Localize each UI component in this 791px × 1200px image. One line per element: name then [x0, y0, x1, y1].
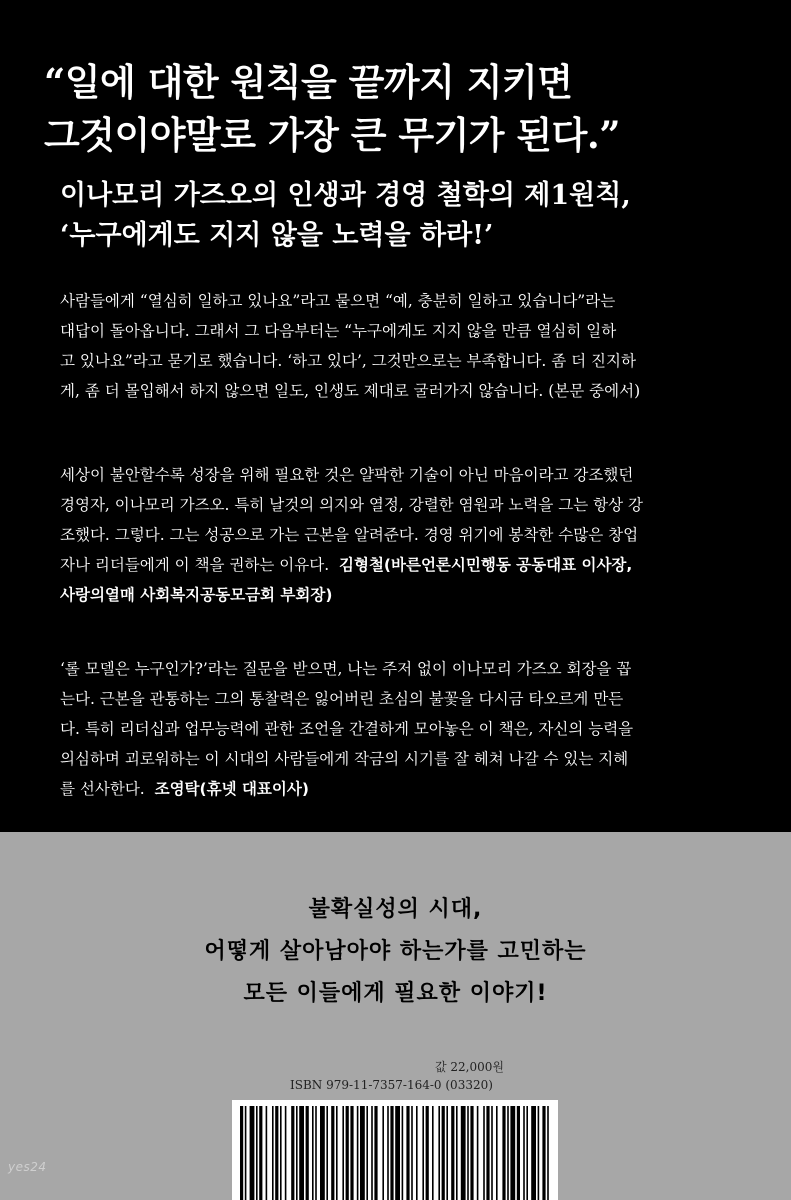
- barcode-bar: [422, 1106, 424, 1200]
- book-excerpt: [60, 286, 750, 406]
- barcode-bar: [531, 1106, 536, 1200]
- barcode-bar: [374, 1106, 377, 1200]
- barcode-bar: [357, 1106, 359, 1200]
- barcode-bar: [502, 1106, 505, 1200]
- barcode-bar: [256, 1106, 258, 1200]
- barcode-bar: [442, 1106, 445, 1200]
- endorsement-line: 경영자, 이나모리 가즈오. 특히 날것의 의지와 열정, 강렬한 염원과 노력을 그는 항상 강: [60, 496, 643, 514]
- barcode-bar: [299, 1106, 304, 1200]
- barcode-bar: [366, 1106, 368, 1200]
- barcode-bar: [395, 1106, 400, 1200]
- endorsement-line: 조했다. 그렇다. 그는 성공으로 가는 근본을 알려준다. 경영 위기에 봉착한 수많은 창업: [60, 526, 639, 544]
- barcode-bar: [387, 1106, 389, 1200]
- barcode-bar: [250, 1106, 255, 1200]
- barcode-bar: [523, 1106, 525, 1200]
- price-label: 값 22,000원: [435, 1060, 504, 1074]
- endorsement-line: 다. 특히 리더십과 업무능력에 관한 조언을 간결하게 모아놓은 이 책은, 자신의 능력을: [60, 720, 634, 738]
- barcode-bar: [526, 1106, 528, 1200]
- barcode-bar: [320, 1106, 325, 1200]
- barcode-bar: [483, 1106, 485, 1200]
- barcode-bar: [336, 1106, 338, 1200]
- barcode-bar: [291, 1106, 294, 1200]
- barcode-bar: [542, 1106, 545, 1200]
- excerpt-line: 게, 좀 더 몰입해서 하지 않으면 일도, 인생도 제대로 굴러가지 않습니다. (본문 중에서): [60, 382, 641, 400]
- endorser-signature-cont: 사랑의열매 사회복지공동모금회 부회장): [60, 586, 333, 604]
- watermark: yes24: [8, 1160, 47, 1174]
- barcode-bar: [438, 1106, 440, 1200]
- endorsement-line: [60, 550, 750, 580]
- barcode-bar: [382, 1106, 384, 1200]
- tagline: [0, 889, 791, 1015]
- barcode-bar: [406, 1106, 409, 1200]
- barcode-bar: [280, 1106, 282, 1200]
- barcode-bar: [306, 1106, 309, 1200]
- barcode-bar: [315, 1106, 317, 1200]
- endorsement-line: ‘롤 모델은 누구인가?’라는 질문을 받으면, 나는 주저 없이 이나모리 가즈오 회장을 꼽: [60, 660, 632, 678]
- cover-gray-panel: [0, 832, 791, 1200]
- barcode-bar: [346, 1106, 349, 1200]
- excerpt-line: 고 있나요”라고 묻기로 했습니다. ‘하고 있다’, 그것만으로는 부족합니다. 좀 더 진지하: [60, 352, 636, 370]
- barcode-bar: [507, 1106, 509, 1200]
- endorser-signature: 조영탁(휴넷 대표이사): [154, 780, 309, 798]
- barcode-bar: [451, 1106, 454, 1200]
- barcode-bar: [477, 1106, 479, 1200]
- endorsement-1: [60, 460, 750, 610]
- barcode-bar: [416, 1106, 418, 1200]
- barcode-bar: [312, 1106, 314, 1200]
- barcode-bar: [496, 1106, 498, 1200]
- barcode-bar: [371, 1106, 373, 1200]
- barcode-bar: [538, 1106, 540, 1200]
- barcode-bar: [390, 1106, 393, 1200]
- headline-quote: [44, 56, 764, 162]
- barcode-bar: [426, 1106, 429, 1200]
- endorser-signature: 김형철(바른언론시민행동 공동대표 이사장,: [339, 556, 633, 574]
- barcode-bar: [259, 1106, 262, 1200]
- endorsement-line: 세상이 불안할수록 성장을 위해 필요한 것은 얄팍한 기술이 아닌 마음이라고 강조했던: [60, 466, 634, 484]
- barcode-bar: [411, 1106, 413, 1200]
- barcode: [232, 1100, 558, 1200]
- barcode-bar: [491, 1106, 493, 1200]
- barcode-bar: [350, 1106, 353, 1200]
- endorsement-line: [60, 774, 750, 804]
- headline-quote-line1: “일에 대한 원칙을 끝까지 지키면: [44, 60, 573, 104]
- barcode-bar: [275, 1106, 278, 1200]
- barcode-bar: [517, 1106, 520, 1200]
- barcode-bar: [510, 1106, 515, 1200]
- barcode-bar: [432, 1106, 434, 1200]
- barcode-bar: [456, 1106, 458, 1200]
- barcode-bar: [402, 1106, 404, 1200]
- barcode-bar: [547, 1106, 549, 1200]
- barcode-bar: [331, 1106, 334, 1200]
- endorsement-line: 의심하며 괴로워하는 이 시대의 사람들에게 작금의 시기를 잘 헤쳐 나갈 수 있는 지혜: [60, 750, 629, 768]
- endorsement-text: 자나 리더들에게 이 책을 권하는 이유다.: [60, 556, 330, 574]
- barcode-bar: [240, 1106, 243, 1200]
- barcode-bar: [486, 1106, 489, 1200]
- subheading-line2: ‘누구에게도 지지 않을 노력을 하라!’: [60, 220, 494, 251]
- barcode-bar: [326, 1106, 328, 1200]
- excerpt-line: 대답이 돌아옵니다. 그래서 그 다음부터는 “누구에게도 지지 않을 만큼 열심히 일하: [60, 322, 617, 340]
- barcode-bar: [461, 1106, 466, 1200]
- endorsement-2: [60, 654, 750, 804]
- barcode-bar: [285, 1106, 287, 1200]
- excerpt-line: 사람들에게 “열심히 일하고 있나요”라고 물으면 “예, 충분히 일하고 있습니다”라는: [60, 292, 616, 310]
- barcode-graphic: [232, 1100, 558, 1200]
- headline-quote-line2: 그것이야말로 가장 큰 무기가 된다.”: [44, 113, 621, 157]
- endorsement-text: 를 선사한다.: [60, 780, 145, 798]
- barcode-bar: [266, 1106, 268, 1200]
- subheading: [60, 176, 760, 256]
- tagline-line1: 불확실성의 시대,: [308, 897, 483, 922]
- barcode-bar: [342, 1106, 344, 1200]
- tagline-line3: 모든 이들에게 필요한 이야기!: [243, 981, 548, 1006]
- barcode-bar: [296, 1106, 298, 1200]
- barcode-bar: [360, 1106, 365, 1200]
- barcode-bar: [446, 1106, 448, 1200]
- subheading-line1: 이나모리 가즈오의 인생과 경영 철학의 제1원칙,: [60, 180, 631, 211]
- isbn-label: ISBN 979-11-7357-164-0 (03320): [290, 1078, 493, 1092]
- barcode-bar: [467, 1106, 469, 1200]
- barcode-bar: [272, 1106, 274, 1200]
- endorsement-line: 는다. 근본을 관통하는 그의 통찰력은 잃어버린 초심의 불꽃을 다시금 타오르게 만든: [60, 690, 624, 708]
- tagline-line2: 어떻게 살아남아야 하는가를 고민하는: [204, 939, 587, 964]
- barcode-bar: [470, 1106, 473, 1200]
- barcode-bar: [245, 1106, 247, 1200]
